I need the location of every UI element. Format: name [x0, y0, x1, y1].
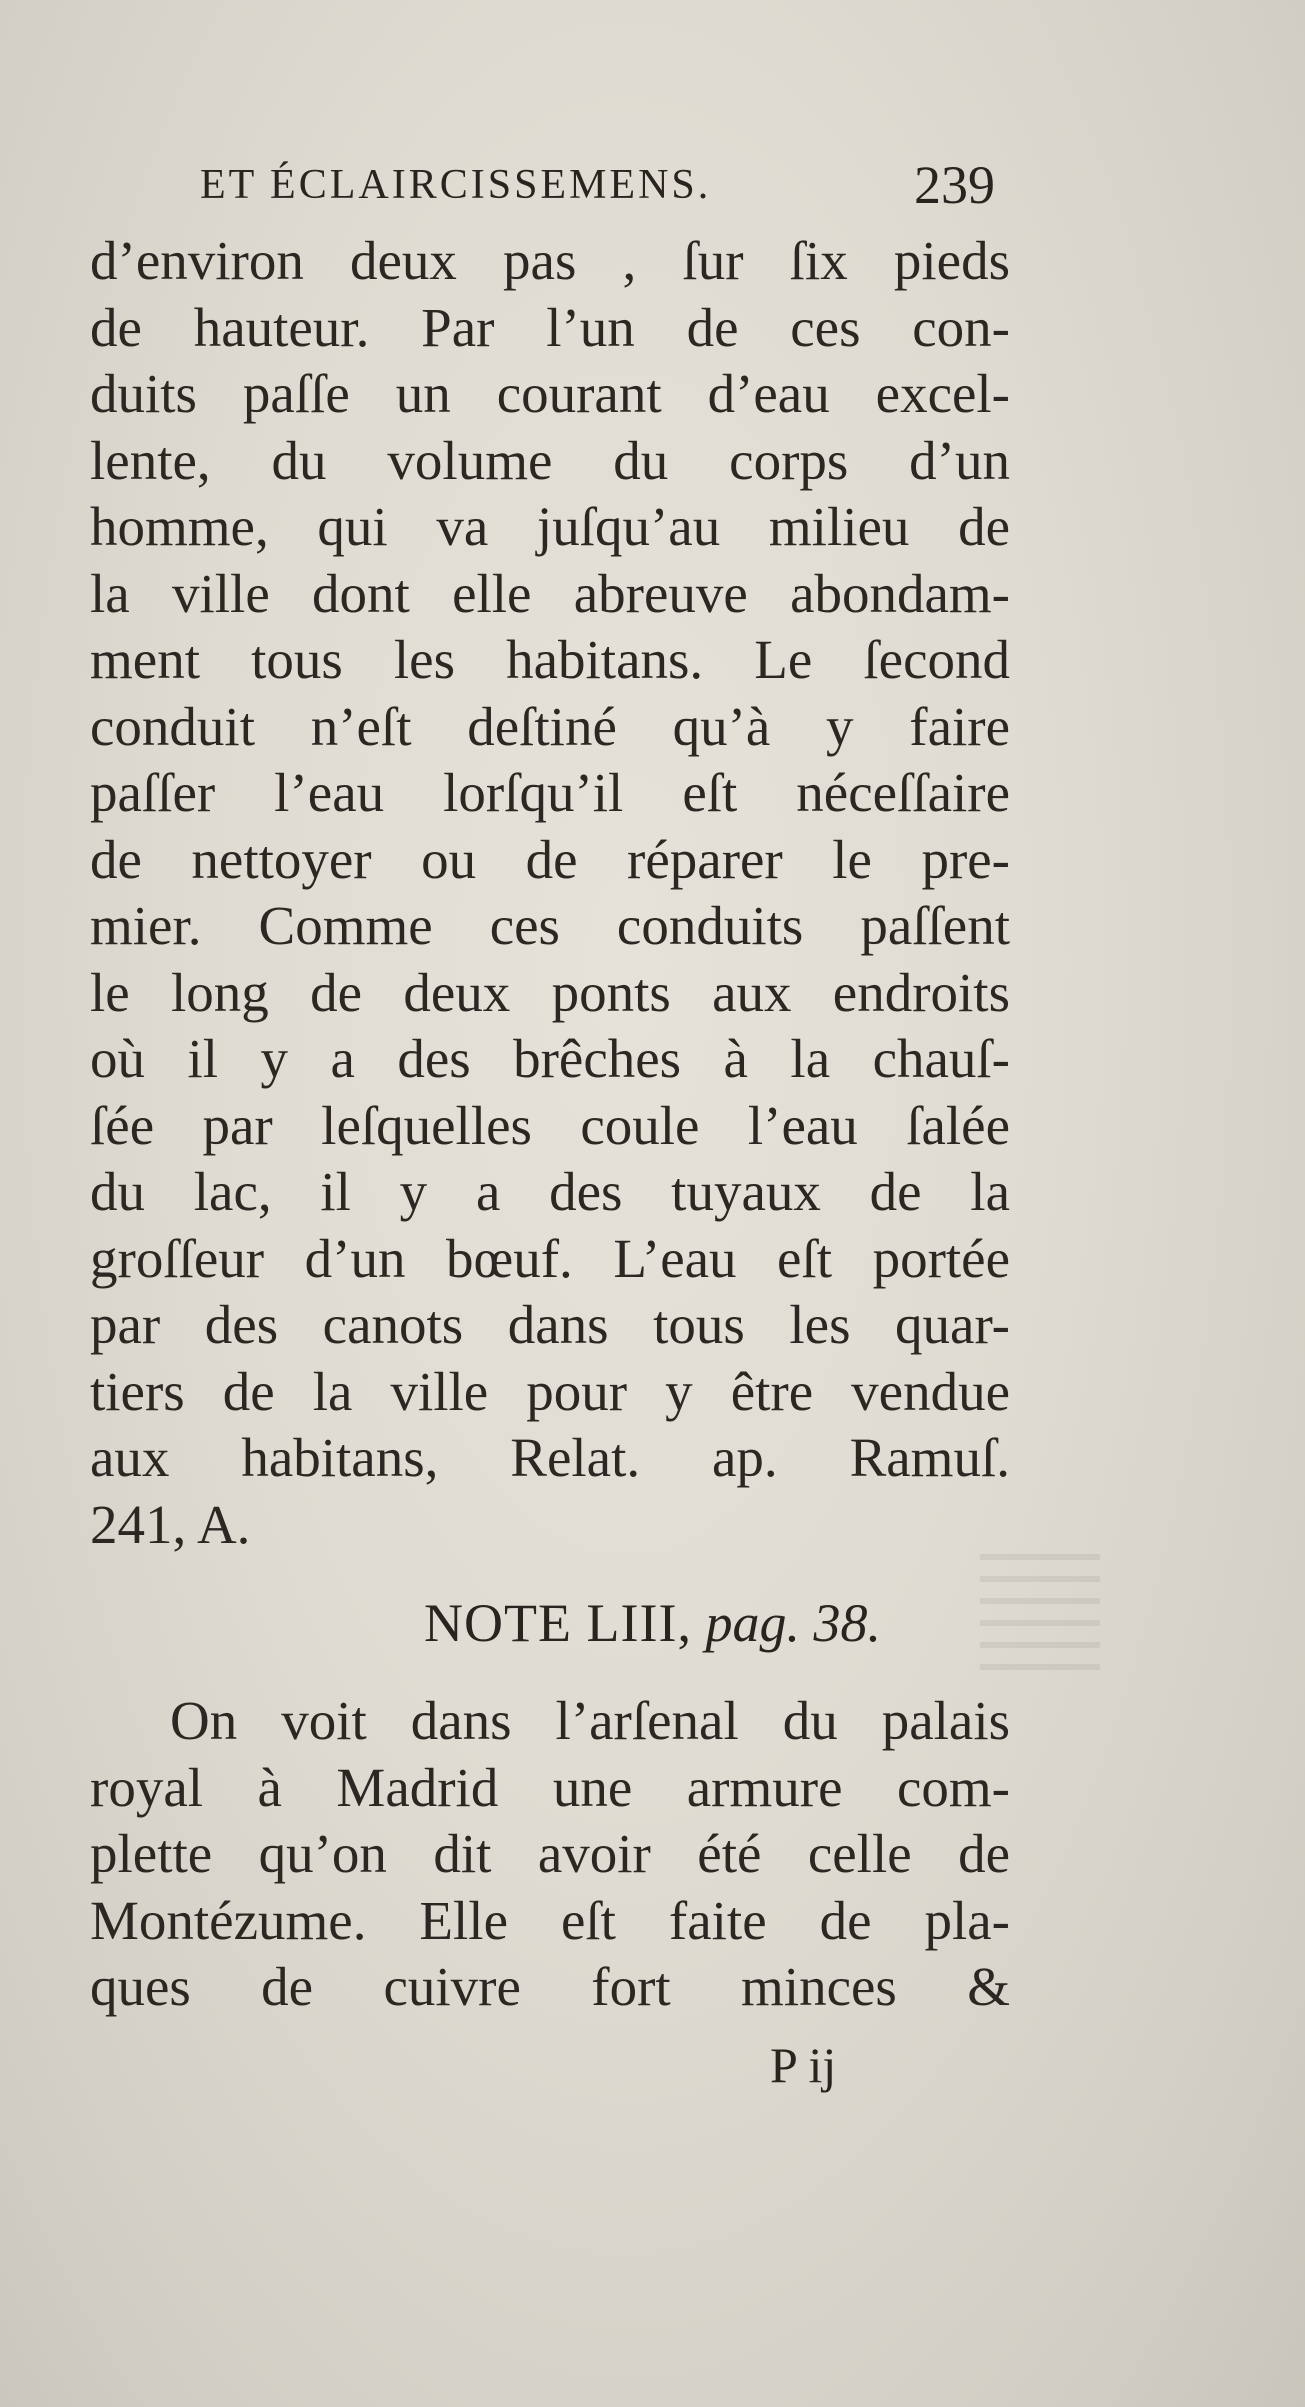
signature-mark: P ij: [770, 2037, 837, 2093]
page-number: 239: [914, 155, 995, 215]
text-line: ment tous les habitans. Le ſecond: [90, 629, 1010, 690]
text-line: mier. Comme ces conduits paſſent: [90, 895, 1010, 956]
text-line: Montézume. Elle eſt faite de pla-: [90, 1889, 1010, 1951]
text-line: duits paſſe un courant d’eau excel-: [90, 363, 1010, 424]
running-head: ET ÉCLAIRCISSEMENS.: [200, 162, 712, 208]
note-paragraph: [90, 1688, 1010, 2021]
note-page-reference: pag. 38.: [705, 1593, 881, 1653]
text-line: la ville dont elle abreuve abondam-: [90, 562, 1010, 624]
text-line: paſſer l’eau lorſqu’il eſt néceſſaire: [90, 762, 1010, 823]
text-line: par des canots dans tous les quar-: [90, 1294, 1010, 1355]
text-line: le long de deux ponts aux endroits: [90, 961, 1010, 1023]
text-line: 241, A.: [90, 1493, 251, 1555]
text-line: plette qu’on dit avoir été celle de: [90, 1823, 1010, 1884]
text-line: conduit n’eſt deſtiné qu’à y faire: [90, 695, 1010, 757]
text-line: aux habitans, Relat. ap. Ramuſ.: [90, 1427, 1010, 1488]
text-line: lente, du volume du corps d’un: [90, 429, 1010, 491]
note-label: NOTE LIII,: [424, 1593, 692, 1653]
text-line: du lac, il y a des tuyaux de la: [90, 1161, 1010, 1222]
text-line: ſée par leſquelles coule l’eau ſalée: [90, 1094, 1010, 1156]
text-line: royal à Madrid une armure com-: [90, 1756, 1010, 1818]
body-paragraph: [90, 228, 1010, 1558]
text-line: On voit dans l’arſenal du palais: [170, 1690, 1010, 1751]
text-line: homme, qui va juſqu’au milieu de: [90, 496, 1010, 557]
text-line: d’environ deux pas , ſur ſix pieds: [90, 230, 1010, 291]
note-heading: [0, 1588, 1305, 1658]
text-line: de nettoyer ou de réparer le pre-: [90, 828, 1010, 890]
text-line: tiers de la ville pour y être vendue: [90, 1360, 1010, 1422]
text-line: de hauteur. Par l’un de ces con-: [90, 296, 1010, 358]
text-line: groſſeur d’un bœuf. L’eau eſt portée: [90, 1227, 1010, 1289]
page-header: [200, 155, 1020, 215]
text-line: ques de cuivre fort minces &: [90, 1956, 1010, 2017]
text-line: où il y a des brêches à la chauſ-: [90, 1028, 1010, 1089]
